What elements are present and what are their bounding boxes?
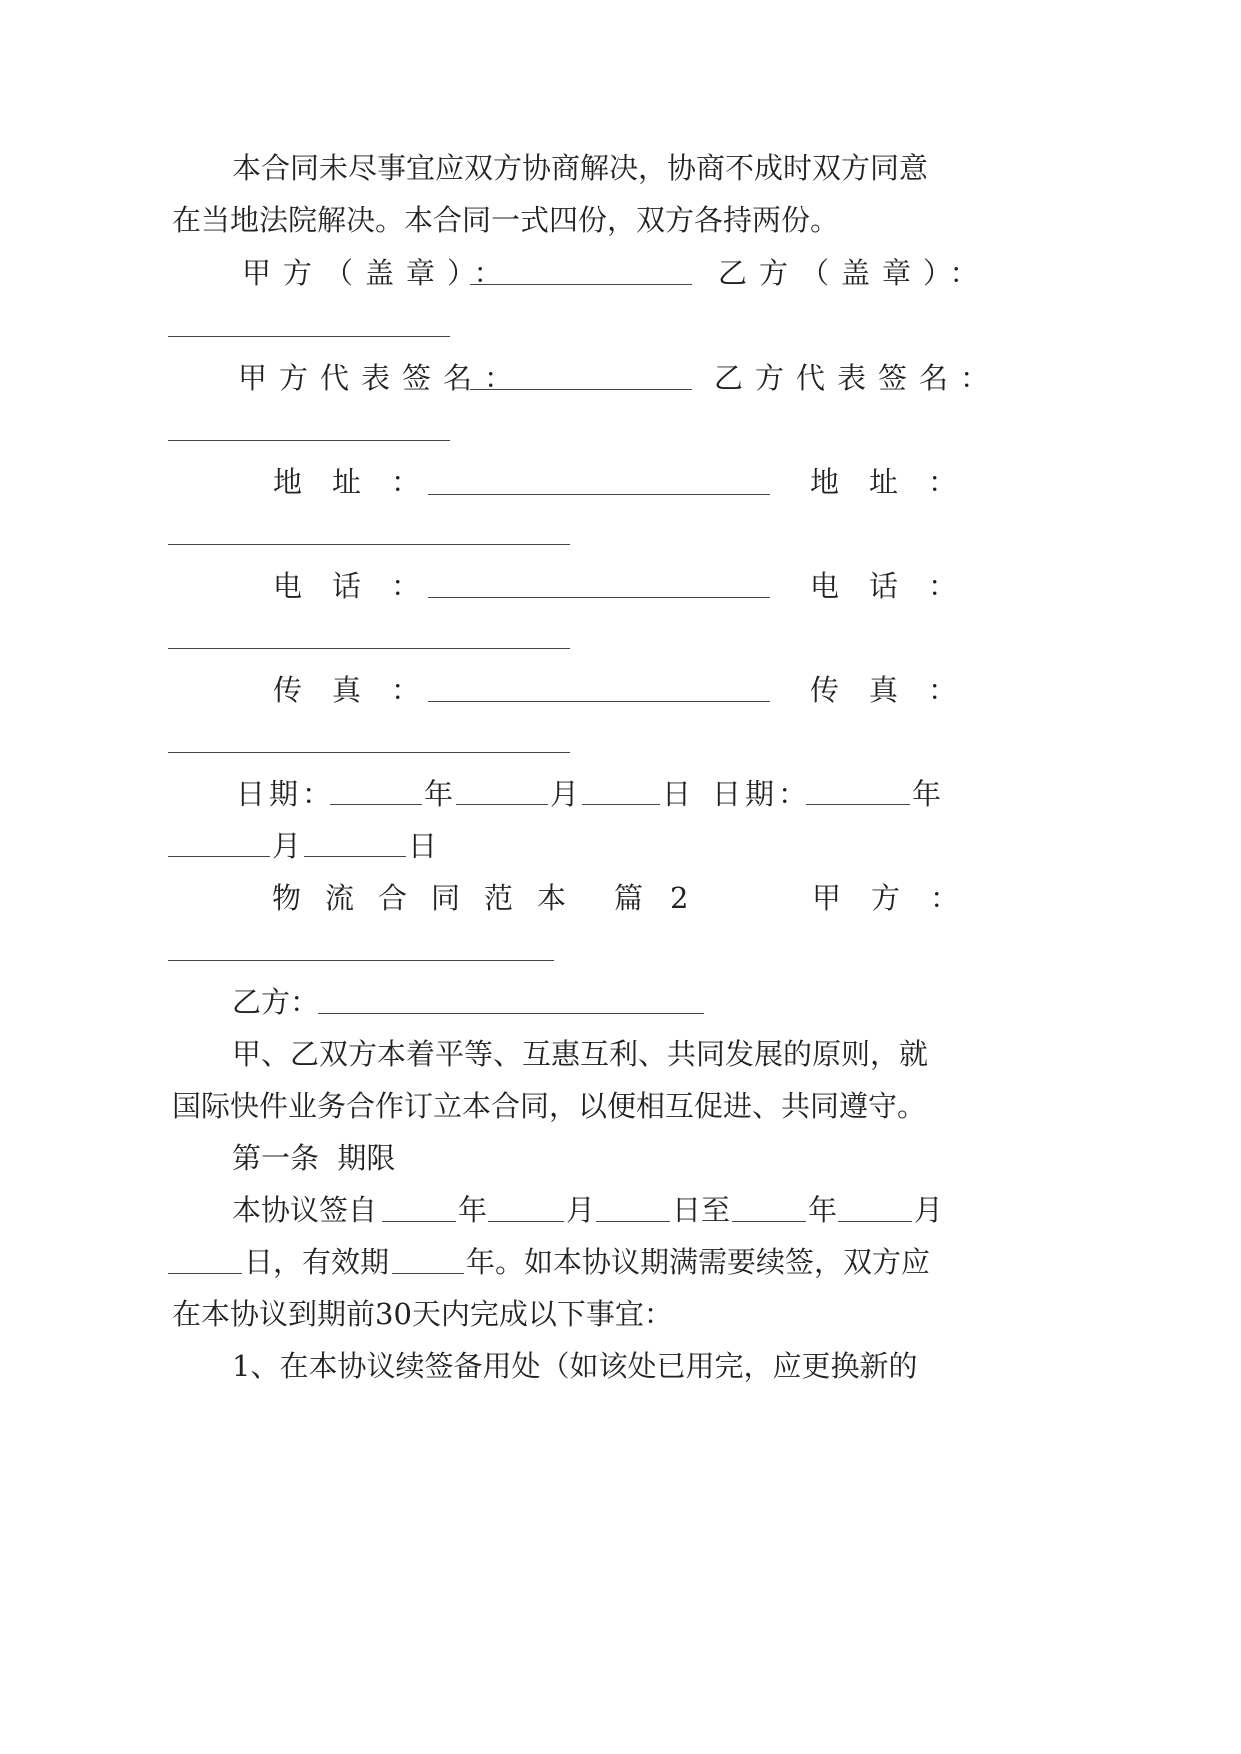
article-title: 第一条 期限 — [232, 1141, 396, 1175]
party-a-rep-blank — [470, 389, 692, 390]
party-b-phone-blank — [168, 648, 570, 649]
date-year: 年 — [912, 777, 942, 811]
date-month-blank — [168, 856, 270, 857]
term-validity-blank — [392, 1273, 464, 1274]
party-a-date-label: 日期： — [236, 777, 336, 811]
party-a-address-label: 地址： — [273, 465, 451, 499]
date-day: 日 — [662, 777, 692, 811]
party-a-phone-label: 电话： — [273, 569, 451, 603]
date-year: 年 — [424, 777, 454, 811]
party-a-fax-label: 传真： — [273, 673, 451, 707]
term-end-month-blank — [838, 1221, 912, 1222]
party-b-address-blank — [168, 544, 570, 545]
party-b-fax-label: 传真： — [810, 673, 988, 707]
party-b-seal-blank — [168, 336, 450, 337]
date-day: 日 — [408, 829, 438, 863]
paragraph-line: 在当地法院解决。本合同一式四份，双方各持两份。 — [172, 203, 840, 237]
party-a-seal-blank — [470, 284, 692, 285]
date-month: 月 — [550, 777, 580, 811]
party-a-seal-label: 甲方（盖章）： — [242, 256, 515, 290]
party-b-fax-blank — [168, 752, 570, 753]
term-month: 月 — [566, 1193, 596, 1227]
party-a-fax-blank — [428, 701, 770, 702]
party-b-date-label: 日期： — [712, 777, 812, 811]
paragraph-line: 国际快件业务合作订立本合同，以便相互促进、共同遵守。 — [172, 1089, 927, 1123]
term-year: 年 — [458, 1193, 488, 1227]
term-month-blank — [488, 1221, 564, 1222]
paragraph-line: 在本协议到期前30天内完成以下事宜： — [172, 1297, 673, 1331]
term-end-year: 年 — [808, 1193, 838, 1227]
party-a-label: 甲方： — [812, 881, 990, 915]
term-renewal-text: 年。如本协议期满需要续签，双方应 — [466, 1245, 931, 1279]
term-day-to: 日至 — [672, 1193, 731, 1227]
party-b-label: 乙方： — [232, 985, 320, 1019]
party-b-phone-label: 电话： — [810, 569, 988, 603]
paragraph-line: 本合同未尽事宜应双方协商解决，协商不成时双方同意 — [232, 151, 929, 185]
party-a-rep-label: 甲方代表签名： — [238, 361, 526, 395]
party-a-address-blank — [428, 494, 770, 495]
date-day-blank — [304, 856, 406, 857]
party-a-blank — [168, 960, 554, 961]
date-day-blank — [582, 804, 660, 805]
term-year-blank — [382, 1221, 456, 1222]
term-start-label: 本协议签自 — [232, 1193, 378, 1227]
term-end-day-blank — [168, 1273, 242, 1274]
date-year-blank — [806, 804, 910, 805]
party-b-blank — [318, 1013, 704, 1014]
term-end-month: 月 — [914, 1193, 944, 1227]
party-b-rep-blank — [168, 440, 450, 441]
date-year-blank — [330, 804, 422, 805]
term-end-year-blank — [732, 1221, 806, 1222]
term-validity-label: 日，有效期 — [244, 1245, 390, 1279]
date-month: 月 — [272, 829, 302, 863]
party-b-rep-label: 乙方代表签名： — [714, 361, 1002, 395]
term-day-blank — [596, 1221, 670, 1222]
paragraph-line: 甲、乙双方本着平等、互惠互利、共同发展的原则，就 — [232, 1037, 929, 1071]
section-title-pian: 篇 — [614, 881, 644, 915]
section-title: 物流合同范本 — [272, 881, 591, 915]
party-b-address-label: 地址： — [810, 465, 988, 499]
party-b-seal-label: 乙方（盖章）： — [718, 256, 991, 290]
section-title-number: 2 — [670, 881, 689, 915]
date-month-blank — [456, 804, 548, 805]
party-a-phone-blank — [428, 597, 770, 598]
list-item: 1、在本协议续签备用处（如该处已用完，应更换新的 — [232, 1349, 918, 1383]
